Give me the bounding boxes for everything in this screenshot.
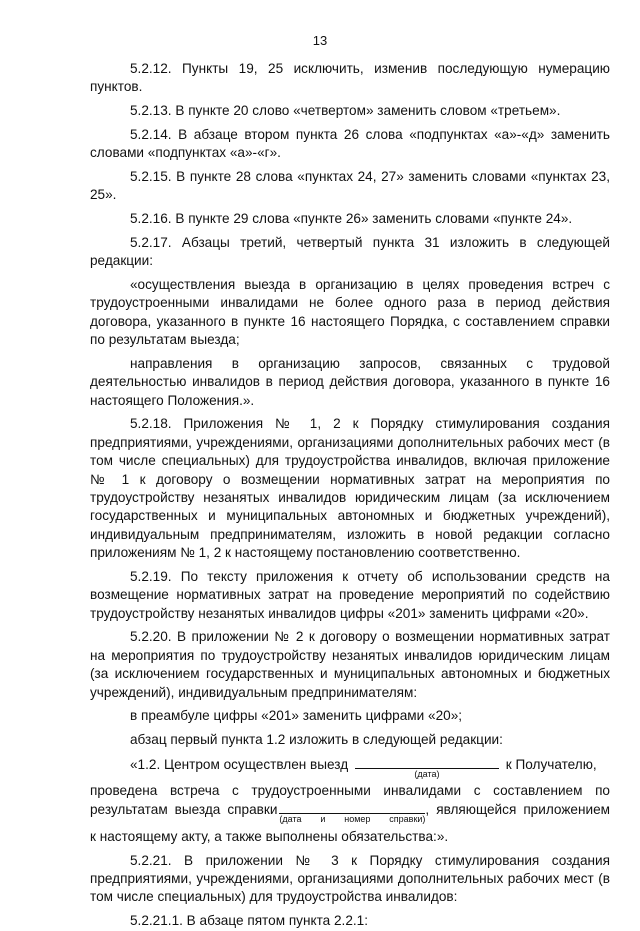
quote-1-2-text-start: «1.2. Центром осуществлен выезд <box>130 756 349 772</box>
paragraph-5-2-13: 5.2.13. В пункте 20 слово «четвертом» заменить словом «третьем». <box>130 103 561 119</box>
paragraph-5-2-21: 5.2.21. В приложении № 3 к Порядку стимулирования создания предприятиями, учреждениями, организациями дополнительных рабочих мест (в том числе специальных) для трудоустройства инвалидов: <box>90 852 610 905</box>
certificate-blank-line <box>279 800 426 825</box>
paragraph-obligations: к настоящему акту, а также выполнены обязательства:». <box>90 828 449 844</box>
paragraph-5-2-14: 5.2.14. В абзаце втором пункта 26 слова «подпунктах «а»-«д» заменить словами «подпунктах «а»-«г». <box>90 126 610 161</box>
page-number: 13 <box>312 33 328 48</box>
paragraph-5-2-18: 5.2.18. Приложения № 1, 2 к Порядку стимулирования создания предприятиями, учреждениями, организациями дополнительных рабочих мест (в том числе специальных) для трудоустройства инвалидов, включая приложение № 1 к договору о возмещении нормативных затрат на мероприятия по трудоустройству незанятых инвалидов юридическим лицам (за исключением государственных и муниципальных автономных и бюджетных учреждений), индивидуальным предпринимателям, изложить в новой редакции согласно приложениям № 1, 2 к настоящему постановлению соответственно. <box>90 416 610 561</box>
quote-1-2-text-end: к Получателю, <box>505 756 597 772</box>
paragraph-5-2-17: 5.2.17. Абзацы третий, четвертый пункта 31 изложить в следующей редакции: <box>90 234 610 269</box>
date-blank-line <box>355 755 499 779</box>
paragraph-5-2-20: 5.2.20. В приложении № 2 к договору о возмещении нормативных затрат на мероприятия по трудоустройству незанятых инвалидов юридическим лицам (за исключением государственных и муниципальных автономных и бюджетных учреждений), индивидуальным предпринимателям: <box>90 629 610 700</box>
paragraph-meeting <box>90 782 610 825</box>
quote-paragraph-1-2 <box>90 755 610 779</box>
paragraph-preamble: в преамбуле цифры «201» заменить цифрами «20»; <box>130 708 463 724</box>
paragraph-5-2-15: 5.2.15. В пункте 28 слова «пунктах 24, 27» заменить словами «пунктах 23, 25». <box>90 168 610 203</box>
date-caption: (дата) <box>414 768 440 779</box>
paragraph-5-2-16: 5.2.16. В пункте 29 слова «пункте 26» заменить словами «пункте 24». <box>130 211 573 227</box>
meeting-text-start: проведена встреча с трудоустроенными инвалидами с составлением по результатам выезда справки <box>90 783 610 818</box>
paragraph-5-2-19: 5.2.19. По тексту приложения к отчету об использовании средств на возмещение нормативных затрат на проведение мероприятий по содействию трудоустройству незанятых инвалидов цифры «201» заменить цифрами «20». <box>90 568 610 621</box>
quote-paragraph-requests: направления в организацию запросов, связанных с трудовой деятельностью инвалидов в период действия договора, указанного в пункте 16 настоящего Положения.». <box>90 355 610 408</box>
quote-paragraph-visits: «осуществления выезда в организацию в целях проведения встреч с трудоустроенными инвалидами не более одного раза в период действия договора, указанного в пункте 16 настоящего Порядка, с составлением справки по результатам выезда; <box>90 276 610 348</box>
paragraph-1-2-intro: абзац первый пункта 1.2 изложить в следующей редакции: <box>130 731 503 747</box>
meeting-text-end: , являющейся приложением <box>425 802 610 818</box>
certificate-caption: (дата и номер справки) <box>279 814 426 825</box>
paragraph-5-2-21-1: 5.2.21.1. В абзаце пятом пункта 2.2.1: <box>130 913 369 929</box>
document-body <box>90 60 610 931</box>
paragraph-5-2-12: 5.2.12. Пункты 19, 25 исключить, изменив последующую нумерацию пунктов. <box>90 61 610 95</box>
